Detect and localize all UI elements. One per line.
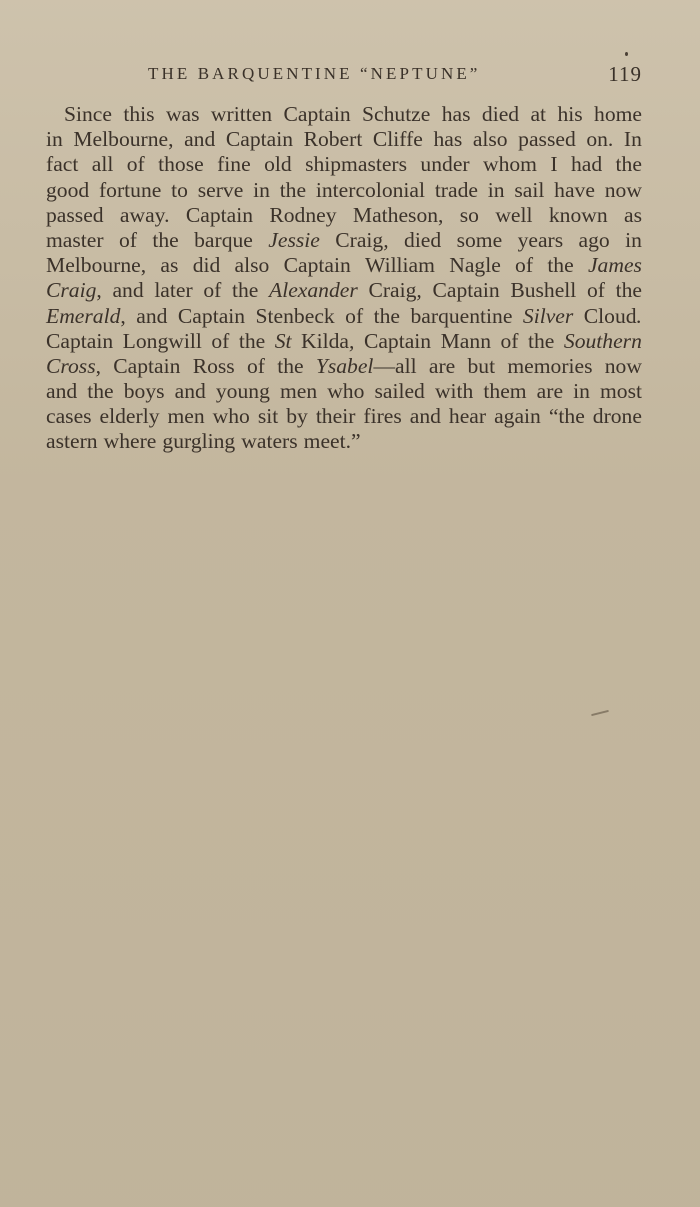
word: by	[286, 404, 308, 429]
word: Melbourne,	[73, 127, 174, 152]
word: boys	[123, 379, 165, 404]
word: and	[112, 278, 144, 303]
word: on.	[586, 127, 614, 152]
word: of	[126, 152, 145, 177]
word: young	[215, 379, 270, 404]
word: “the	[548, 404, 585, 429]
word: Alexander	[269, 278, 358, 303]
word: gurgling	[162, 429, 236, 454]
word: of	[118, 227, 137, 252]
word: in	[46, 127, 63, 152]
word: Melbourne,	[46, 253, 147, 278]
word: also	[472, 127, 508, 152]
word: and	[409, 404, 441, 429]
word: the	[238, 328, 266, 353]
word: as	[624, 202, 642, 227]
word: Rodney	[269, 202, 337, 227]
word: but	[467, 353, 496, 378]
word: of	[500, 328, 519, 353]
word: astern	[46, 429, 98, 454]
word: waters	[241, 429, 298, 454]
word: where	[103, 429, 157, 454]
word: all	[91, 152, 114, 177]
word: Captain	[113, 353, 181, 378]
word: again	[494, 404, 541, 429]
text-line	[46, 152, 642, 177]
word: fortune	[98, 177, 162, 202]
word: well	[495, 202, 533, 227]
word: St	[274, 328, 292, 353]
word: William	[365, 253, 435, 278]
text-line	[46, 404, 642, 429]
word: Southern	[563, 328, 642, 353]
word: of	[586, 278, 605, 303]
word: died	[481, 102, 520, 126]
word: had	[570, 152, 603, 177]
word: James	[587, 253, 642, 278]
word: the	[152, 227, 179, 252]
text-line	[46, 253, 642, 278]
word: those	[158, 152, 204, 177]
word: men	[279, 379, 318, 404]
word: his	[557, 102, 583, 126]
word: of	[203, 278, 222, 303]
word: has	[441, 102, 471, 126]
word: Ross	[192, 353, 235, 378]
word: passed	[46, 202, 104, 227]
word: as	[160, 253, 179, 278]
word: the	[373, 303, 401, 328]
word: In	[623, 127, 642, 152]
text-line	[46, 379, 642, 404]
word: and	[174, 379, 206, 404]
page-number: 119	[608, 62, 642, 86]
word: sailed	[374, 379, 425, 404]
word: died	[404, 227, 442, 252]
word: Captain	[363, 328, 432, 353]
word: Emerald,	[46, 303, 126, 328]
word: passed	[518, 127, 576, 152]
word: meet.”	[303, 429, 361, 454]
word: known	[548, 202, 608, 227]
word: cases	[46, 404, 92, 429]
word: did	[192, 253, 221, 278]
word: good	[46, 177, 90, 202]
word: whom	[482, 152, 537, 177]
text-line	[46, 278, 642, 303]
word: are	[536, 379, 564, 404]
word: home	[594, 102, 642, 126]
word: Ysabel—all	[315, 353, 417, 378]
word: the	[547, 253, 574, 278]
word: away.	[119, 202, 170, 227]
word: Cliffe	[372, 127, 423, 152]
word: elderly	[99, 404, 160, 429]
word: now	[604, 177, 642, 202]
word: the	[528, 328, 555, 353]
text-line	[46, 228, 642, 253]
word: in	[625, 227, 642, 252]
word: fact	[46, 152, 79, 177]
word: old	[264, 152, 292, 177]
word: ago	[578, 227, 610, 252]
word: some	[456, 227, 503, 252]
word: Captain	[185, 202, 253, 227]
word: later	[154, 278, 193, 303]
word: Silver	[522, 303, 574, 328]
text-line	[46, 429, 642, 454]
word: hear	[448, 404, 487, 429]
word: years	[517, 227, 564, 252]
text-line	[46, 203, 642, 228]
word: drone	[592, 404, 642, 429]
word: written	[210, 102, 273, 126]
word: their	[315, 404, 356, 429]
word: in	[487, 177, 505, 202]
word: the	[279, 177, 307, 202]
word: fires	[363, 404, 402, 429]
running-title: THE BARQUENTINE “NEPTUNE”	[148, 64, 481, 83]
word: Cloud.	[583, 303, 642, 328]
text-line	[46, 127, 642, 152]
word: has	[433, 127, 463, 152]
word: Nagle	[449, 253, 501, 278]
word: Captain	[283, 102, 351, 126]
word: and	[136, 303, 168, 328]
word: Jessie	[268, 227, 320, 252]
word: fine	[217, 152, 251, 177]
word: sit	[257, 404, 279, 429]
word: Since	[64, 102, 112, 126]
word: now	[604, 353, 642, 378]
word: Bushell	[510, 278, 577, 303]
text-line	[46, 354, 642, 379]
word: who	[327, 379, 365, 404]
word: Captain	[283, 253, 351, 278]
word: Schutze	[362, 102, 431, 126]
word: trade	[434, 177, 478, 202]
word: who	[212, 404, 250, 429]
word: Captain	[225, 127, 293, 152]
word: and	[46, 379, 78, 404]
word: under	[420, 152, 470, 177]
word: men	[167, 404, 205, 429]
word: was	[165, 102, 200, 126]
word: this	[123, 102, 155, 126]
word: of	[246, 353, 265, 378]
word: Matheson,	[352, 202, 444, 227]
word: Captain	[432, 278, 500, 303]
word: Captain	[46, 328, 114, 353]
word: Kilda,	[301, 328, 355, 353]
word: so	[459, 202, 479, 227]
word: at	[530, 102, 547, 126]
word: master	[46, 227, 104, 252]
word: most	[600, 379, 642, 404]
word: shipmasters	[305, 152, 408, 177]
paper-blemish	[591, 710, 609, 716]
word: to	[171, 177, 188, 202]
word: them	[483, 379, 527, 404]
text-line	[46, 178, 642, 203]
word: are	[428, 353, 456, 378]
word: the	[87, 379, 114, 404]
text-line	[46, 102, 642, 127]
ink-speck	[625, 52, 628, 56]
word: Stenbeck	[255, 303, 335, 328]
word: in	[573, 379, 590, 404]
word: memories	[507, 353, 593, 378]
word: the	[277, 353, 304, 378]
word: serve	[197, 177, 244, 202]
word: Craig,	[368, 278, 422, 303]
text-line	[46, 329, 642, 354]
word: Longwill	[122, 328, 202, 353]
word: of	[515, 253, 534, 278]
word: barquentine	[410, 303, 513, 328]
word: barque	[194, 227, 253, 252]
word: I	[550, 152, 558, 177]
word: intercolonial	[315, 177, 426, 202]
word: Captain	[177, 303, 246, 328]
body-paragraph	[46, 102, 642, 455]
text-line	[46, 304, 642, 329]
word: the	[615, 152, 642, 177]
running-head	[46, 60, 654, 90]
word: with	[434, 379, 474, 404]
word: of	[345, 303, 364, 328]
word: the	[615, 278, 642, 303]
word: also	[234, 253, 270, 278]
word: Robert	[303, 127, 363, 152]
word: Mann	[440, 328, 491, 353]
word: Craig,	[46, 278, 102, 303]
word: Craig,	[335, 227, 389, 252]
word: of	[211, 328, 230, 353]
word: Cross,	[46, 353, 102, 378]
word: sail	[514, 177, 545, 202]
word: in	[253, 177, 270, 202]
word: have	[554, 177, 595, 202]
word: and	[184, 127, 216, 152]
word: the	[231, 278, 259, 303]
